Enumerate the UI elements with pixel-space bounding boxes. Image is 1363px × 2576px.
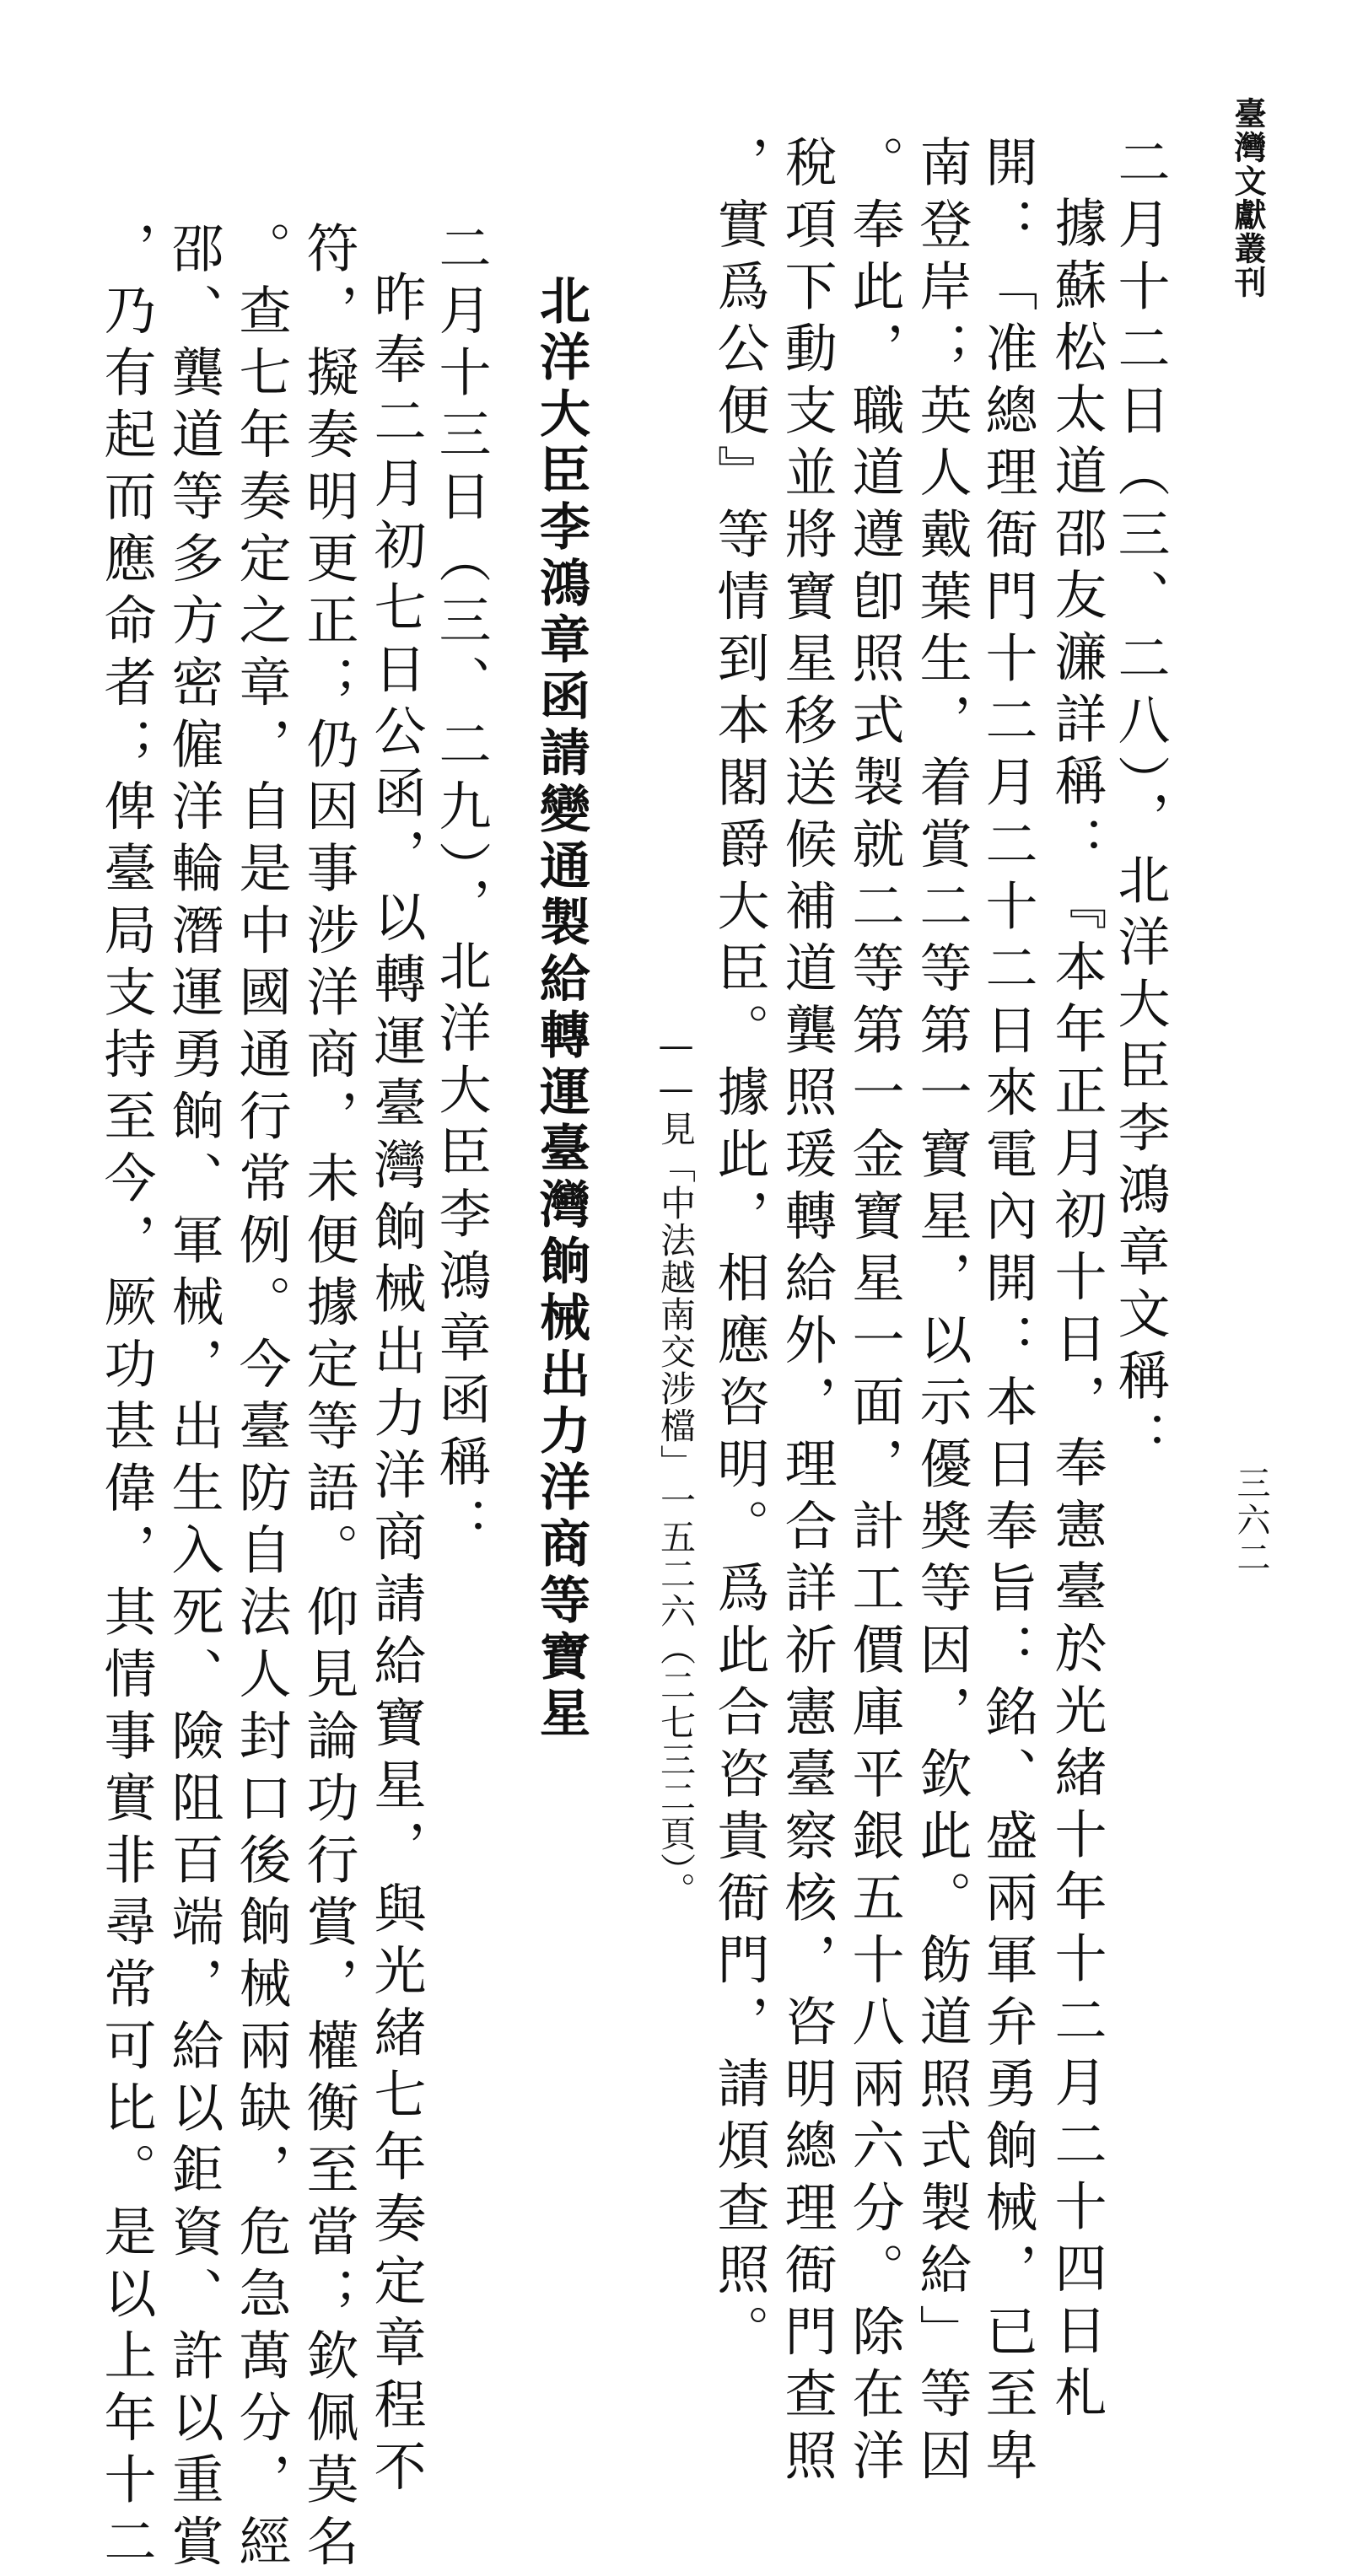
book-title-header: 臺灣文獻叢刊 (1229, 97, 1267, 299)
text-line: 據蘇松太道邵友濂詳稱：『本年正月初十日，奉憲臺於光緒十年十二月二十四日札 (1046, 196, 1107, 2427)
text-line: 南登岸；英人戴葉生，着賞二等第一寶星，以示優奬等因，欽此。飭道照式製給」等因 (911, 135, 972, 2490)
page-number: 三六二 (1231, 1465, 1270, 1577)
text-line: 。查七年奏定之章，自是中國通行常例。今臺防自法人封口後餉械兩缺，危急萬分，經 (230, 221, 292, 2576)
text-line: 邵、龔道等多方密僱洋輪潛運勇餉、軍械，出生入死、險阻百端，給以鉅資、許以重賞 (163, 221, 224, 2576)
text-line: 。奉此，職道遵卽照式製就二等第一金寶星一面，計工價庫平銀五十八兩六分。除在洋 (843, 135, 905, 2490)
text-line: 開：「准總理衙門十二月二十二日來電內開：本日奉旨：銘、盛兩軍弁勇餉械，已至卑 (977, 135, 1038, 2490)
document-title: 北洋大臣李鴻章函請變通製給轉運臺灣餉械出力洋商等寶星 (531, 274, 590, 1743)
text-line: 稅項下動支並將寶星移送候補道龔照瑗轉給外，理合詳祈憲臺察核，咨明總理衙門查照 (776, 135, 838, 2490)
text-line: 二月十三日（三、二九），北洋大臣李鴻章函稱： (430, 221, 492, 1558)
text-line: 符，擬奏明更正；仍因事涉洋商，未便據定等語。仰見論功行賞，權衡至當；欽佩莫名 (298, 221, 359, 2576)
source-citation: ——見「中法越南交涉檔」一五二六（二七三二頁）。 (655, 1024, 697, 1909)
text-line: ，實爲公便』等情到本閣爵大臣。據此，相應咨明。爲此合咨貴衙門，請煩查照。 (708, 135, 770, 2366)
text-line: 昨奉二月初七日公函，以轉運臺灣餉械出力洋商請給寶星，與光緒七年奏定章程不 (365, 270, 427, 2501)
text-line: ，乃有起而應命者；俾臺局支持至今，厥功甚偉，其情事實非尋常可比。是以上年十二 (95, 221, 157, 2576)
text-line: 二月十二日（三、二八），北洋大臣李鴻章文稱： (1109, 135, 1171, 1472)
